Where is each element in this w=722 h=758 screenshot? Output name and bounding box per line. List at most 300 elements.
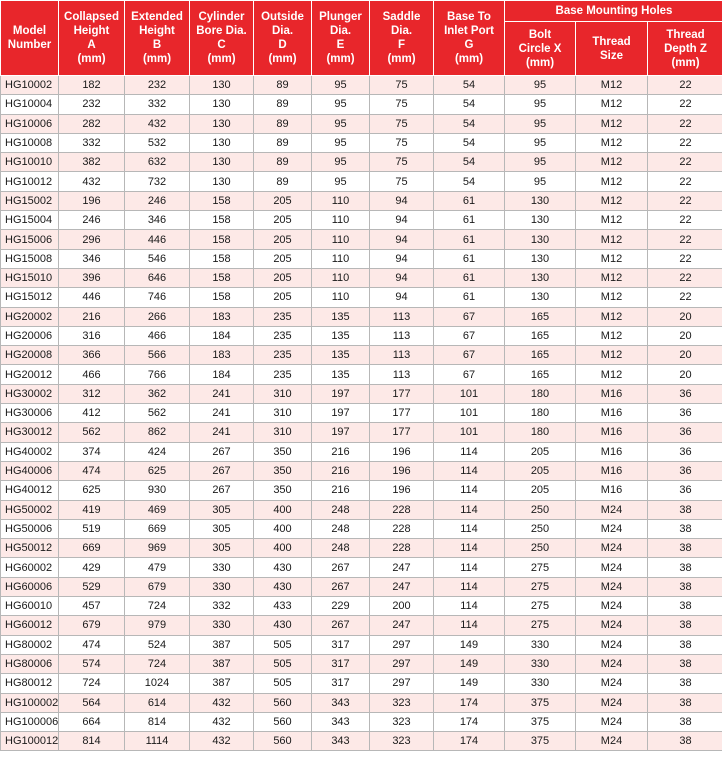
column-header-line: Circle X [518,42,562,55]
cell-extended-height-b: 346 [125,211,190,230]
cell-bolt-circle-x: 130 [505,191,576,210]
cell-model-number: HG20002 [1,307,59,326]
table-row [1,577,722,596]
cell-saddle-dia-f: 113 [370,326,434,345]
cell-base-to-inlet-port-g: 54 [434,172,505,191]
cell-extended-height-b: 1114 [125,732,190,751]
cell-saddle-dia-f: 94 [370,230,434,249]
cell-collapsed-height-a: 474 [59,635,125,654]
cell-outside-dia-d: 560 [254,732,312,751]
cell-extended-height-b: 266 [125,307,190,326]
cell-outside-dia-d: 430 [254,577,312,596]
cell-base-to-inlet-port-g: 67 [434,346,505,365]
cell-saddle-dia-f: 75 [370,76,434,95]
column-header-line: Model [12,25,47,37]
cell-base-to-inlet-port-g: 114 [434,442,505,461]
cell-cylinder-bore-dia-c: 267 [190,442,254,461]
cell-collapsed-height-a: 316 [59,326,125,345]
cell-bolt-circle-x: 130 [505,230,576,249]
cell-saddle-dia-f: 200 [370,597,434,616]
cell-thread-size: M12 [576,95,648,114]
cell-outside-dia-d: 205 [254,191,312,210]
table-row [1,481,722,500]
cell-extended-height-b: 446 [125,230,190,249]
table-row [1,654,722,673]
cell-thread-depth-z: 22 [648,95,722,114]
table-row [1,365,722,384]
cell-saddle-dia-f: 94 [370,268,434,287]
cell-thread-size: M24 [576,635,648,654]
cell-base-to-inlet-port-g: 101 [434,423,505,442]
cell-bolt-circle-x: 275 [505,616,576,635]
cell-model-number: HG15008 [1,249,59,268]
column-header-line: Extended [131,11,183,23]
cell-outside-dia-d: 235 [254,326,312,345]
cell-base-to-inlet-port-g: 67 [434,307,505,326]
cell-base-to-inlet-port-g: 114 [434,539,505,558]
table-row [1,674,722,693]
cell-base-to-inlet-port-g: 61 [434,249,505,268]
cell-bolt-circle-x: 165 [505,307,576,326]
cell-saddle-dia-f: 177 [370,423,434,442]
cell-plunger-dia-e: 343 [312,693,370,712]
cell-thread-depth-z: 38 [648,635,722,654]
column-header-line: Height [139,25,175,37]
cell-collapsed-height-a: 374 [59,442,125,461]
cell-model-number: HG10002 [1,76,59,95]
cell-collapsed-height-a: 457 [59,597,125,616]
cell-plunger-dia-e: 229 [312,597,370,616]
cell-outside-dia-d: 89 [254,76,312,95]
cell-thread-depth-z: 38 [648,577,722,596]
column-header-line: Thread [666,28,705,41]
cell-base-to-inlet-port-g: 149 [434,674,505,693]
table-row [1,133,722,152]
cell-thread-depth-z: 22 [648,288,722,307]
cell-thread-size: M24 [576,500,648,519]
cell-model-number: HG15002 [1,191,59,210]
cell-base-to-inlet-port-g: 114 [434,500,505,519]
cell-cylinder-bore-dia-c: 432 [190,732,254,751]
cell-cylinder-bore-dia-c: 330 [190,616,254,635]
cell-bolt-circle-x: 95 [505,153,576,172]
cell-bolt-circle-x: 375 [505,693,576,712]
column-header-line: (mm) [207,53,236,65]
cell-cylinder-bore-dia-c: 305 [190,539,254,558]
cell-bolt-circle-x: 130 [505,249,576,268]
table-row [1,384,722,403]
cell-base-to-inlet-port-g: 114 [434,577,505,596]
cell-collapsed-height-a: 216 [59,307,125,326]
cell-cylinder-bore-dia-c: 241 [190,423,254,442]
column-header-line: (mm) [387,53,416,65]
table-row [1,423,722,442]
cell-plunger-dia-e: 248 [312,519,370,538]
cell-bolt-circle-x: 165 [505,326,576,345]
cell-base-to-inlet-port-g: 61 [434,230,505,249]
cell-cylinder-bore-dia-c: 158 [190,249,254,268]
cell-extended-height-b: 646 [125,268,190,287]
cell-thread-depth-z: 20 [648,365,722,384]
cell-saddle-dia-f: 196 [370,481,434,500]
cell-bolt-circle-x: 180 [505,384,576,403]
cell-cylinder-bore-dia-c: 305 [190,519,254,538]
cell-bolt-circle-x: 95 [505,95,576,114]
column-header-plunger-dia-e [312,1,370,76]
cell-saddle-dia-f: 323 [370,712,434,731]
cell-thread-size: M12 [576,230,648,249]
cell-base-to-inlet-port-g: 61 [434,268,505,287]
table-row [1,230,722,249]
column-header-line: (mm) [142,53,172,65]
cell-outside-dia-d: 400 [254,539,312,558]
cell-cylinder-bore-dia-c: 130 [190,153,254,172]
table-row [1,597,722,616]
cell-plunger-dia-e: 267 [312,558,370,577]
cell-bolt-circle-x: 205 [505,442,576,461]
column-header-line: (mm) [525,56,555,69]
cell-model-number: HG80002 [1,635,59,654]
cell-cylinder-bore-dia-c: 130 [190,133,254,152]
cell-thread-size: M16 [576,442,648,461]
cell-plunger-dia-e: 110 [312,249,370,268]
cell-collapsed-height-a: 625 [59,481,125,500]
cell-bolt-circle-x: 130 [505,288,576,307]
cell-thread-depth-z: 36 [648,404,722,423]
cell-model-number: HG15006 [1,230,59,249]
cell-collapsed-height-a: 312 [59,384,125,403]
cell-extended-height-b: 724 [125,654,190,673]
cell-base-to-inlet-port-g: 54 [434,95,505,114]
cell-collapsed-height-a: 366 [59,346,125,365]
cell-extended-height-b: 625 [125,461,190,480]
column-header-line: Saddle [382,11,421,23]
column-header-line: A [87,39,96,51]
column-header-line: Bolt [528,28,552,41]
cell-thread-size: M12 [576,307,648,326]
cell-collapsed-height-a: 562 [59,423,125,442]
cell-model-number: HG60010 [1,597,59,616]
cell-plunger-dia-e: 95 [312,153,370,172]
cell-thread-depth-z: 38 [648,500,722,519]
table-row [1,442,722,461]
cell-thread-depth-z: 38 [648,539,722,558]
cell-bolt-circle-x: 180 [505,423,576,442]
cell-plunger-dia-e: 248 [312,539,370,558]
cell-model-number: HG80006 [1,654,59,673]
cell-base-to-inlet-port-g: 54 [434,114,505,133]
table-row [1,191,722,210]
cell-collapsed-height-a: 419 [59,500,125,519]
cell-model-number: HG20006 [1,326,59,345]
cell-outside-dia-d: 350 [254,481,312,500]
cell-saddle-dia-f: 247 [370,616,434,635]
cell-plunger-dia-e: 317 [312,674,370,693]
cell-cylinder-bore-dia-c: 267 [190,481,254,500]
cell-collapsed-height-a: 529 [59,577,125,596]
table-row [1,307,722,326]
cell-saddle-dia-f: 323 [370,732,434,751]
cell-bolt-circle-x: 375 [505,712,576,731]
cell-saddle-dia-f: 113 [370,365,434,384]
cell-saddle-dia-f: 297 [370,654,434,673]
cell-cylinder-bore-dia-c: 130 [190,95,254,114]
cell-collapsed-height-a: 246 [59,211,125,230]
cell-cylinder-bore-dia-c: 130 [190,172,254,191]
cell-model-number: HG30006 [1,404,59,423]
cell-plunger-dia-e: 197 [312,423,370,442]
cell-thread-size: M12 [576,326,648,345]
cell-extended-height-b: 432 [125,114,190,133]
cell-extended-height-b: 814 [125,712,190,731]
cell-collapsed-height-a: 474 [59,461,125,480]
cell-thread-depth-z: 22 [648,153,722,172]
cell-saddle-dia-f: 247 [370,577,434,596]
cell-cylinder-bore-dia-c: 305 [190,500,254,519]
cell-bolt-circle-x: 95 [505,133,576,152]
cell-thread-depth-z: 38 [648,558,722,577]
cell-outside-dia-d: 430 [254,616,312,635]
cell-thread-size: M24 [576,519,648,538]
cell-extended-height-b: 524 [125,635,190,654]
cell-plunger-dia-e: 248 [312,500,370,519]
cell-saddle-dia-f: 94 [370,288,434,307]
cell-thread-depth-z: 38 [648,616,722,635]
cell-plunger-dia-e: 95 [312,133,370,152]
cell-outside-dia-d: 560 [254,712,312,731]
cell-cylinder-bore-dia-c: 267 [190,461,254,480]
cell-bolt-circle-x: 250 [505,539,576,558]
cell-base-to-inlet-port-g: 101 [434,404,505,423]
cell-model-number: HG15012 [1,288,59,307]
cell-outside-dia-d: 89 [254,114,312,133]
cell-outside-dia-d: 400 [254,500,312,519]
cell-thread-depth-z: 38 [648,597,722,616]
cell-bolt-circle-x: 275 [505,597,576,616]
cell-saddle-dia-f: 75 [370,95,434,114]
cell-model-number: HG50002 [1,500,59,519]
cell-cylinder-bore-dia-c: 330 [190,558,254,577]
cell-bolt-circle-x: 165 [505,346,576,365]
cell-thread-size: M24 [576,616,648,635]
cell-plunger-dia-e: 135 [312,326,370,345]
cell-collapsed-height-a: 519 [59,519,125,538]
cell-cylinder-bore-dia-c: 158 [190,211,254,230]
cell-bolt-circle-x: 250 [505,519,576,538]
cell-outside-dia-d: 350 [254,442,312,461]
column-header-line: (mm) [326,53,355,65]
cell-collapsed-height-a: 432 [59,172,125,191]
cell-bolt-circle-x: 130 [505,211,576,230]
cell-extended-height-b: 562 [125,404,190,423]
cell-thread-size: M12 [576,153,648,172]
cell-extended-height-b: 362 [125,384,190,403]
cell-saddle-dia-f: 75 [370,133,434,152]
cell-outside-dia-d: 235 [254,346,312,365]
cell-collapsed-height-a: 669 [59,539,125,558]
column-header-line: B [152,39,162,51]
column-header-bolt-circle-x [505,22,576,76]
cell-collapsed-height-a: 196 [59,191,125,210]
cell-collapsed-height-a: 574 [59,654,125,673]
cell-thread-size: M16 [576,384,648,403]
cell-thread-size: M16 [576,481,648,500]
cell-collapsed-height-a: 429 [59,558,125,577]
cell-saddle-dia-f: 297 [370,674,434,693]
cell-cylinder-bore-dia-c: 330 [190,577,254,596]
cell-extended-height-b: 532 [125,133,190,152]
cell-plunger-dia-e: 95 [312,76,370,95]
table-row [1,114,722,133]
cell-collapsed-height-a: 412 [59,404,125,423]
cell-cylinder-bore-dia-c: 387 [190,654,254,673]
cell-thread-size: M24 [576,539,648,558]
cell-thread-size: M24 [576,712,648,731]
table-row [1,153,722,172]
cell-collapsed-height-a: 382 [59,153,125,172]
column-header-thread-size [576,22,648,76]
column-header-base-to-inlet-port-g [434,1,505,76]
cell-saddle-dia-f: 323 [370,693,434,712]
column-header-line: E [336,39,345,51]
table-row [1,693,722,712]
cell-bolt-circle-x: 250 [505,500,576,519]
cell-base-to-inlet-port-g: 174 [434,693,505,712]
cell-thread-depth-z: 22 [648,191,722,210]
cell-saddle-dia-f: 94 [370,211,434,230]
cell-base-to-inlet-port-g: 54 [434,133,505,152]
cell-plunger-dia-e: 110 [312,230,370,249]
cell-extended-height-b: 424 [125,442,190,461]
cell-cylinder-bore-dia-c: 184 [190,326,254,345]
cell-extended-height-b: 930 [125,481,190,500]
cell-saddle-dia-f: 75 [370,114,434,133]
cell-thread-depth-z: 20 [648,326,722,345]
table-row [1,616,722,635]
cell-model-number: HG50006 [1,519,59,538]
cell-extended-height-b: 979 [125,616,190,635]
cell-thread-size: M12 [576,211,648,230]
cell-saddle-dia-f: 177 [370,404,434,423]
cell-plunger-dia-e: 110 [312,211,370,230]
cell-extended-height-b: 469 [125,500,190,519]
cell-cylinder-bore-dia-c: 158 [190,191,254,210]
cell-model-number: HG30002 [1,384,59,403]
cell-plunger-dia-e: 317 [312,654,370,673]
column-header-line: Depth Z [664,42,707,55]
cell-base-to-inlet-port-g: 114 [434,597,505,616]
table-row [1,95,722,114]
cell-thread-size: M24 [576,654,648,673]
cell-thread-depth-z: 22 [648,230,722,249]
cell-cylinder-bore-dia-c: 432 [190,712,254,731]
cell-thread-depth-z: 38 [648,732,722,751]
column-header-extended-height-b [125,1,190,76]
cell-model-number: HG100012 [1,732,59,751]
cell-base-to-inlet-port-g: 54 [434,76,505,95]
cell-model-number: HG20012 [1,365,59,384]
cell-extended-height-b: 766 [125,365,190,384]
cell-extended-height-b: 332 [125,95,190,114]
cell-model-number: HG60006 [1,577,59,596]
cell-cylinder-bore-dia-c: 158 [190,268,254,287]
cell-base-to-inlet-port-g: 101 [434,384,505,403]
cell-saddle-dia-f: 196 [370,461,434,480]
cell-saddle-dia-f: 228 [370,539,434,558]
cell-extended-height-b: 479 [125,558,190,577]
cell-model-number: HG15004 [1,211,59,230]
cell-thread-depth-z: 38 [648,519,722,538]
cell-saddle-dia-f: 228 [370,519,434,538]
cell-collapsed-height-a: 679 [59,616,125,635]
column-header-line: Plunger [319,11,362,23]
cell-outside-dia-d: 235 [254,307,312,326]
cell-plunger-dia-e: 317 [312,635,370,654]
column-header-line: C [217,39,226,51]
cell-saddle-dia-f: 196 [370,442,434,461]
cell-thread-size: M24 [576,732,648,751]
cell-thread-size: M24 [576,674,648,693]
cell-outside-dia-d: 505 [254,654,312,673]
cell-collapsed-height-a: 724 [59,674,125,693]
cell-plunger-dia-e: 110 [312,288,370,307]
cell-extended-height-b: 632 [125,153,190,172]
cell-thread-depth-z: 38 [648,674,722,693]
cell-bolt-circle-x: 375 [505,732,576,751]
cell-extended-height-b: 669 [125,519,190,538]
cell-bolt-circle-x: 330 [505,635,576,654]
cell-thread-size: M12 [576,365,648,384]
column-header-line: Number [7,39,52,51]
cell-model-number: HG10006 [1,114,59,133]
cell-plunger-dia-e: 343 [312,712,370,731]
cell-outside-dia-d: 310 [254,384,312,403]
cell-base-to-inlet-port-g: 174 [434,712,505,731]
cell-model-number: HG100006 [1,712,59,731]
cell-thread-depth-z: 22 [648,133,722,152]
cell-plunger-dia-e: 135 [312,346,370,365]
cell-base-to-inlet-port-g: 114 [434,461,505,480]
cell-extended-height-b: 732 [125,172,190,191]
cell-thread-depth-z: 36 [648,481,722,500]
cell-thread-size: M12 [576,288,648,307]
cell-model-number: HG10004 [1,95,59,114]
cell-thread-depth-z: 36 [648,423,722,442]
cell-outside-dia-d: 205 [254,230,312,249]
cell-saddle-dia-f: 228 [370,500,434,519]
cell-model-number: HG30012 [1,423,59,442]
cell-bolt-circle-x: 180 [505,404,576,423]
cell-outside-dia-d: 89 [254,153,312,172]
column-header-line: Bore Dia. [196,25,247,37]
cell-collapsed-height-a: 446 [59,288,125,307]
cell-saddle-dia-f: 113 [370,307,434,326]
cell-base-to-inlet-port-g: 114 [434,519,505,538]
cell-base-to-inlet-port-g: 114 [434,616,505,635]
cell-plunger-dia-e: 216 [312,442,370,461]
cell-outside-dia-d: 205 [254,211,312,230]
cell-thread-size: M12 [576,191,648,210]
cell-thread-depth-z: 22 [648,249,722,268]
cell-saddle-dia-f: 94 [370,191,434,210]
column-header-line: Outside [261,11,304,23]
cell-bolt-circle-x: 330 [505,674,576,693]
column-header-line: Collapsed [64,11,119,23]
table-row [1,211,722,230]
cell-base-to-inlet-port-g: 61 [434,211,505,230]
cell-saddle-dia-f: 177 [370,384,434,403]
cell-plunger-dia-e: 267 [312,577,370,596]
